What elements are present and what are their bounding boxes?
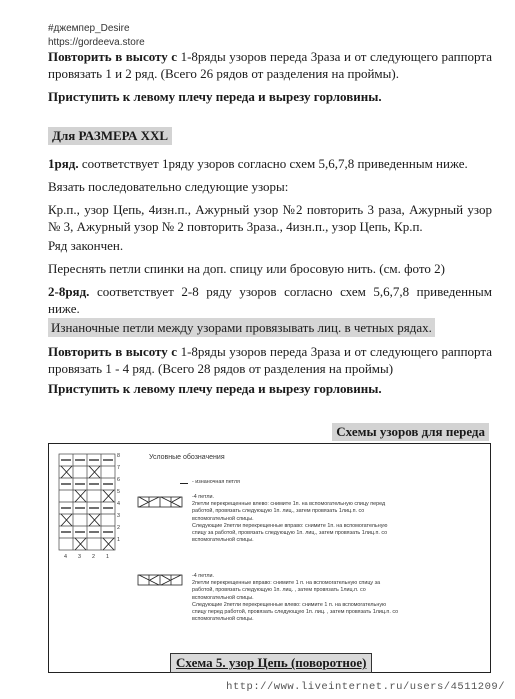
paragraph-body: соответствует 2-8 ряду узоров согласно схем 5,6,7,8 приведенным ниже.	[48, 284, 492, 316]
column-number: 4	[64, 554, 67, 560]
size-heading: Для РАЗМЕРА XXL	[48, 127, 172, 145]
watermark-url: https://gordeeva.store	[48, 37, 145, 48]
column-number: 1	[106, 554, 109, 560]
paragraph-left-shoulder: Приступить к левому плечу переда и вырезу горловины.	[48, 89, 382, 104]
paragraph-body: 1-8ряды узоров переда 3раза и от следующего раппорта провязать 1 и 2 ряд. (Всего 26 рядов от разделения на проймы).	[48, 49, 492, 81]
paragraph-purl-note	[48, 320, 492, 337]
legend-line: -4 петли.	[192, 573, 215, 579]
legend-line: -4 петли.	[192, 494, 215, 500]
row-number: 6	[117, 477, 120, 483]
paragraph-pattern-list: Кр.п., узор Цепь, 4изн.п., Ажурный узор №2 повторить 3 раза, Ажурный узор № 3, Ажурный узор № 2 повторить 3раза., 4изн.п., узор Цепь, Кр.п.	[48, 202, 492, 234]
right-cross-description	[192, 573, 488, 623]
highlighted-note: Изнаночные петли между узорами провязывать лиц. в четных рядах.	[48, 318, 435, 337]
legend-line: Следующие 2петли перекрещенные влево: снимите 1 п. на вспомогательную	[192, 601, 387, 608]
legend-line: вспомогательной спицы.	[192, 537, 254, 544]
paragraph-transfer: Переснять петли спинки на доп. спицу или бросовую нить. (см. фото 2)	[48, 261, 445, 276]
paragraph-bold-lead: Повторить в высоту с	[48, 344, 178, 359]
row-number: 4	[117, 501, 120, 507]
row-number: 8	[117, 453, 120, 459]
purl-label: - изнаночная петля	[192, 479, 240, 485]
paragraph-body: 1-8ряды узоров переда 3раза и от следующего раппорта провязать 1 - 4 ряд. (Всего 28 рядов от разделения на проймы)	[48, 344, 492, 376]
row-number: 3	[117, 513, 120, 519]
paragraph-sequence: Вязать последовательно следующие узоры:	[48, 179, 289, 194]
paragraph-rows-2-8	[48, 284, 492, 317]
watermark-hashtag: #джемпер_Desire	[48, 23, 130, 34]
paragraph-repeat-26	[48, 49, 492, 82]
paragraph-bold-lead: 2-8ряд.	[48, 284, 90, 299]
row-number: 1	[117, 537, 120, 543]
knitting-chart	[57, 452, 137, 564]
legend-title: Условные обозначения	[149, 454, 225, 461]
legend-line: работой, провязать следующую 1п. лиц., затем провязать 1лиц.п. со	[192, 508, 365, 515]
legend-line: Следующие 2петли перекрещенные вправо: снимите 1п. на вспомогательную	[192, 522, 388, 529]
legend-line: вспомогательной спицы.	[192, 515, 254, 522]
legend-line: 2петли перекрещенные вправо: снимите 1 п. на вспомогательную спицу за	[192, 580, 381, 587]
left-cross-description	[192, 494, 488, 544]
figure-caption: Схема 5. узор Цепь (поворотное)	[170, 653, 372, 673]
row-number: 5	[117, 489, 120, 495]
paragraph-row-done: Ряд закончен.	[48, 238, 124, 253]
paragraph-bold-lead: 1ряд.	[48, 156, 79, 171]
legend-line: работой, провязать следующую 1п. лиц. , затем провязать 1лиц.п. со	[192, 587, 366, 594]
legend-line: вспомогательной спицы.	[192, 616, 254, 623]
pattern-figure	[48, 443, 491, 673]
row-number: 2	[117, 525, 120, 531]
footer-url[interactable]: http://www.liveinternet.ru/users/4511209/	[226, 681, 505, 693]
paragraph-bold-lead: Повторить в высоту с	[48, 49, 178, 64]
schemes-title: Схемы узоров для переда	[332, 423, 489, 441]
paragraph-left-shoulder-2: Приступить к левому плечу переда и вырезу горловины.	[48, 381, 382, 396]
legend-line: спицу за работой, провязать следующую 1п. лиц., затем провязать 1лиц.п. со	[192, 530, 388, 537]
row-number: 7	[117, 465, 120, 471]
paragraph-body: соответствует 1ряду узоров согласно схем 5,6,7,8 приведенным ниже.	[78, 156, 468, 171]
legend-line: 2петли перекрещенные влево: снимите 1п. на вспомогательную спицу перед	[192, 501, 386, 508]
legend-line: спицу перед работой, провязать следующую 1п. лиц. , затем провязать 1лиц.п. со	[192, 609, 399, 616]
column-number: 2	[92, 554, 95, 560]
right-cross-symbol	[137, 574, 183, 586]
purl-symbol	[180, 483, 188, 484]
paragraph-row1	[48, 156, 492, 173]
left-cross-symbol	[137, 496, 183, 508]
column-number: 3	[78, 554, 81, 560]
paragraph-repeat-28	[48, 344, 492, 377]
legend-line: вспомогательной спицы.	[192, 594, 254, 601]
